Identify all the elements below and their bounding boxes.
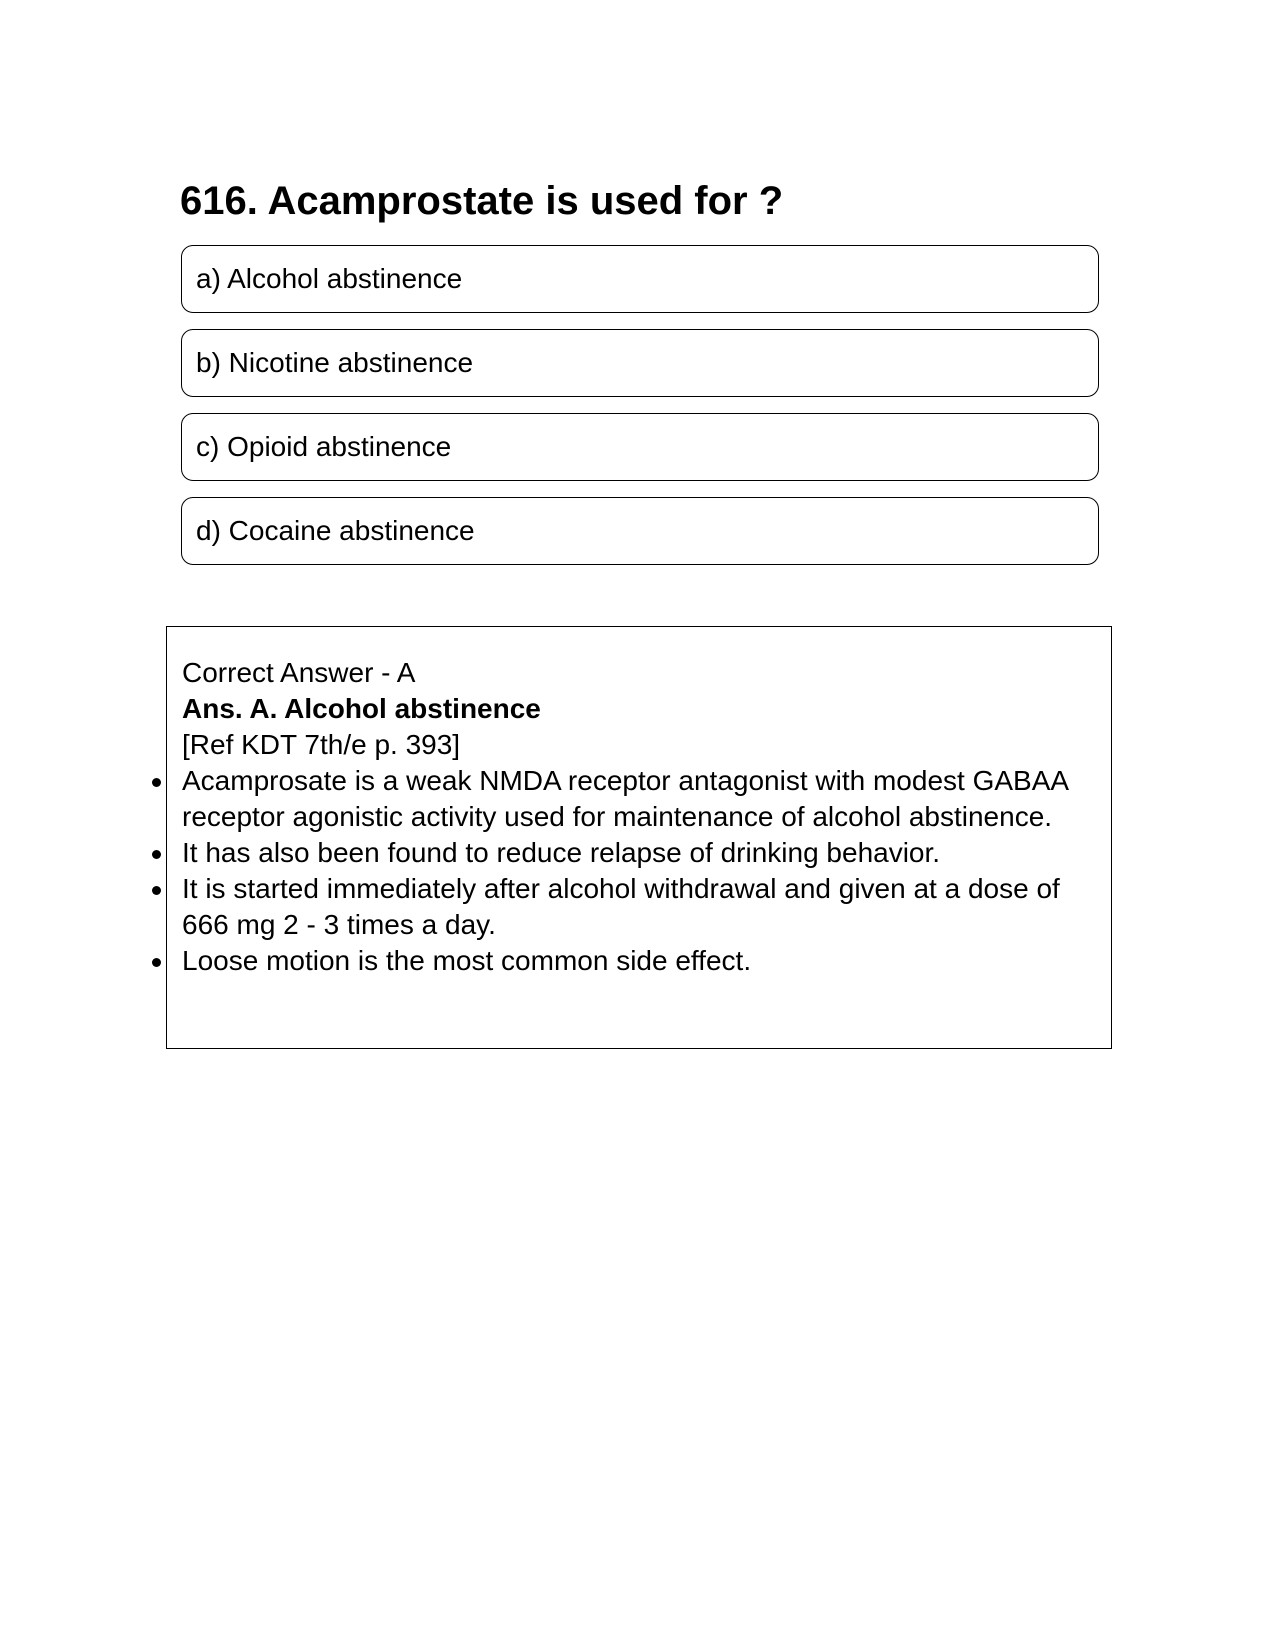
options-list xyxy=(181,245,1099,581)
question-title: 616. Acamprostate is used for ? xyxy=(180,179,784,223)
option-b[interactable]: b) Nicotine abstinence xyxy=(181,329,1099,397)
reference-line: [Ref KDT 7th/e p. 393] xyxy=(182,729,461,760)
answer-heading: Ans. A. Alcohol abstinence xyxy=(182,693,541,724)
option-c[interactable]: c) Opioid abstinence xyxy=(181,413,1099,481)
explanation-bullet: It has also been found to reduce relapse of drinking behavior. xyxy=(182,835,1102,871)
explanation-bullets xyxy=(182,763,1102,979)
correct-answer-line: Correct Answer - A xyxy=(182,657,416,688)
answer-explanation xyxy=(182,655,1102,979)
explanation-bullet: It is started immediately after alcohol withdrawal and given at a dose of 666 mg 2 - 3 times a day. xyxy=(182,871,1102,943)
option-a[interactable]: a) Alcohol abstinence xyxy=(181,245,1099,313)
explanation-bullet: Acamprosate is a weak NMDA receptor antagonist with modest GABAA receptor agonistic activity used for maintenance of alcohol abstinence. xyxy=(182,763,1102,835)
explanation-bullet: Loose motion is the most common side effect. xyxy=(182,943,1102,979)
option-d[interactable]: d) Cocaine abstinence xyxy=(181,497,1099,565)
